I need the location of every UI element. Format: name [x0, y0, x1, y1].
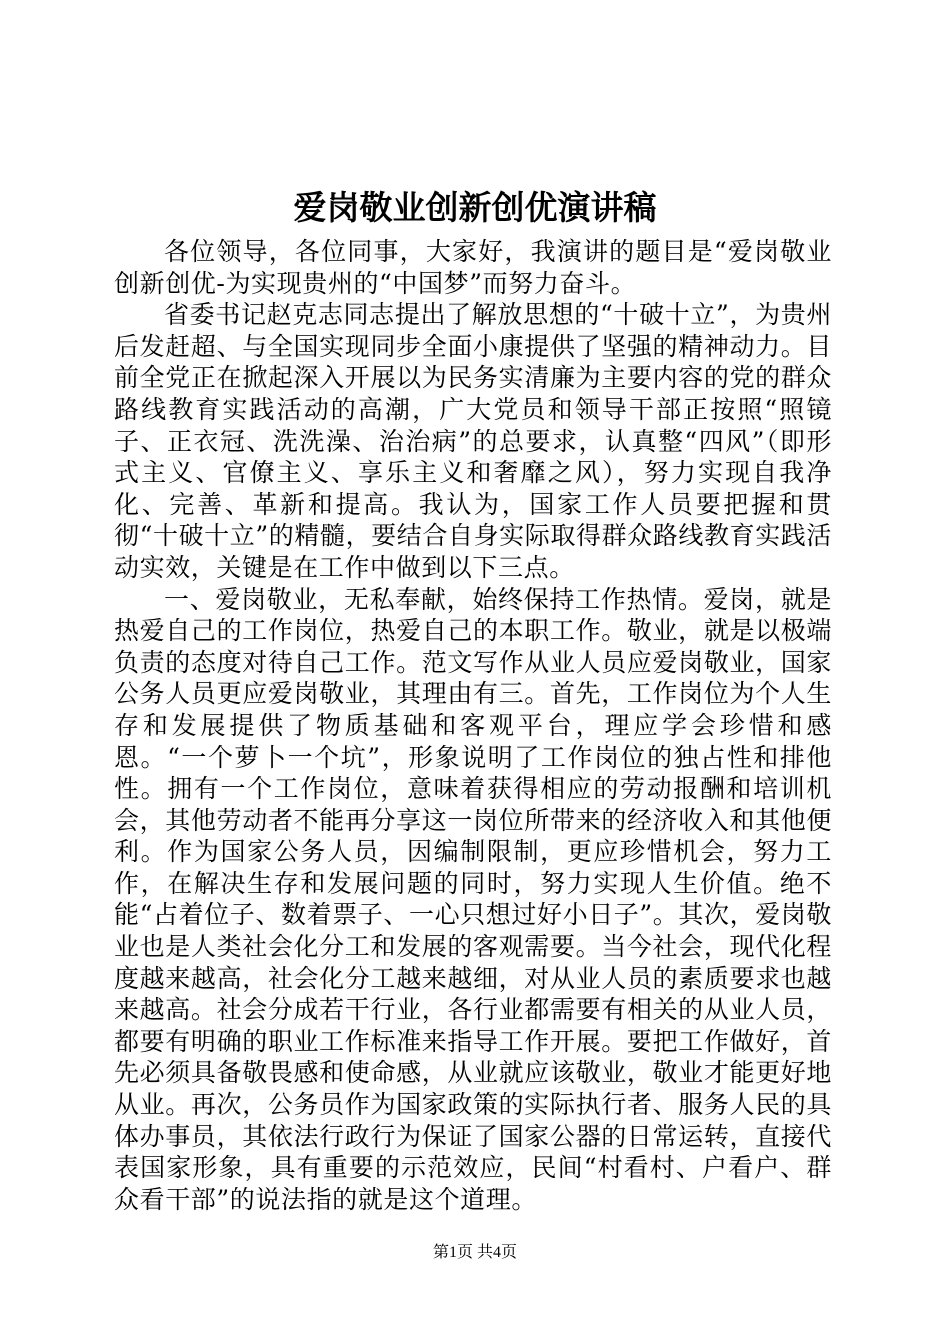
page-footer: 第1页 共4页 [432, 1244, 517, 1261]
paragraph-greeting: 各位领导，各位同事，大家好，我演讲的题目是“爱岗敬业创新创优-为实现贵州的“中国梦”而努力奋斗。 [114, 237, 832, 298]
paragraph-background: 省委书记赵克志同志提出了解放思想的“十破十立”，为贵州后发赶超、与全国实现同步全面小康提供了坚强的精神动力。目前全党正在掀起深入开展以为民务实清廉为主要内容的党的群众路线教育实践活动的高潮，广大党员和领导干部正按照“照镜子、正衣冠、洗洗澡、治治病”的总要求，认真整“四风”（即形式主义、官僚主义、享乐主义和奢靡之风），努力实现自我净化、完善、革新和提高。我认为，国家工作人员要把握和贯彻“十破十立”的精髓，要结合自身实际取得群众路线教育实践活动实效，关键是在工作中做到以下三点。 [114, 300, 832, 582]
document-body [114, 236, 832, 1215]
document-title: 爱岗敬业创新创优演讲稿 [293, 188, 657, 227]
paragraph-point-one: 一、爱岗敬业，无私奉献，始终保持工作热情。爱岗，就是热爱自己的工作岗位，热爱自己的本职工作。敬业，就是以极端负责的态度对待自己工作。范文写作从业人员应爱岗敬业，国家公务人员更应爱岗敬业，其理由有三。首先，工作岗位为个人生存和发展提供了物质基础和客观平台，理应学会珍惜和感恩。“一个萝卜一个坑”，形象说明了工作岗位的独占性和排他性。拥有一个工作岗位，意味着获得相应的劳动报酬和培训机会，其他劳动者不能再分享这一岗位所带来的经济收入和其他便利。作为国家公务人员，因编制限制，更应珍惜机会，努力工作，在解决生存和发展问题的同时，努力实现人生价值。绝不能“占着位子、数着票子、一心只想过好小日子”。其次，爱岗敬业也是人类社会化分工和发展的客观需要。当今社会，现代化程度越来越高，社会化分工越来越细，对从业人员的素质要求也越来越高。社会分成若干行业，各行业都需要有相关的从业人员，都要有明确的职业工作标准来指导工作开展。要把工作做好，首先必须具备敬畏感和使命感，从业就应该敬业，敬业才能更好地从业。再次，公务员作为国家政策的实际执行者、服务人民的具体办事员，其依法行政行为保证了国家公器的日常运转，直接代表国家形象，具有重要的示范效应，民间“村看村、户看户、群众看干部”的说法指的就是这个道理。 [114, 584, 832, 1214]
